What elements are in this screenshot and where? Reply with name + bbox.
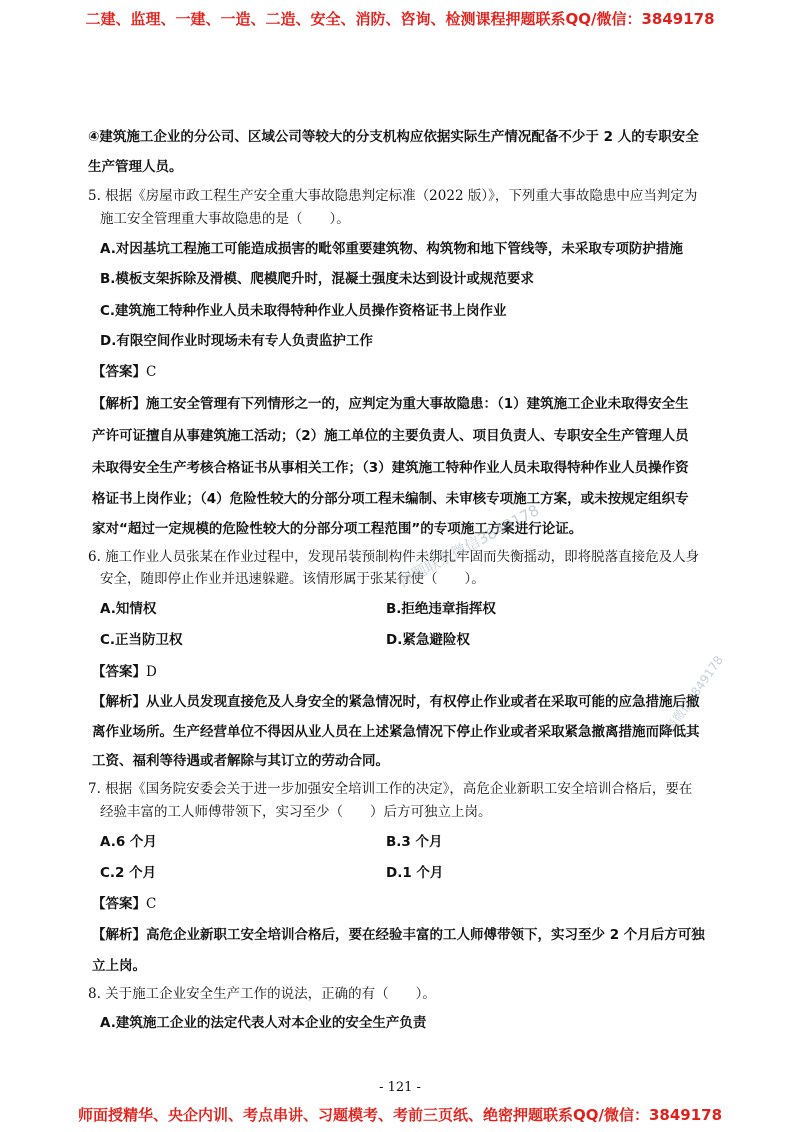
answer-tag: 【答案】 [92, 896, 146, 912]
q6-stem-line-1: 6. 施工作业人员张某在作业过程中，发现吊装预制构件未绑扎牢固而失衡摇动，即将脱落直接危及人身 [88, 549, 700, 565]
q6-stem-line-2: 安全，随即停止作业并迅速躲避。该情形属于张某行使（ ）。 [100, 571, 485, 587]
analysis-text: 高危企业新职工安全培训合格后，要在经验丰富的工人师傅带领下，实习至少 2 个月后方可独 [146, 927, 705, 943]
q8-option-a: A.建筑施工企业的法定代表人对本企业的安全生产负责 [100, 1015, 427, 1031]
q7-analysis-line-2: 立上岗。 [92, 958, 146, 974]
q5-option-d: D.有限空间作业时现场未有专人负责监护工作 [100, 333, 373, 349]
answer-tag: 【答案】 [92, 664, 146, 680]
analysis-text: 施工安全管理有下列情形之一的，应判定为重大事故隐患：（1）建筑施工企业未取得安全生 [146, 396, 689, 412]
q6-analysis-line-1 [92, 693, 700, 711]
q6-option-c: C.正当防卫权 [100, 632, 183, 648]
q5-analysis-line-5: 家对“超过一定规模的危险性较大的分部分项工程范围”的专项施工方案进行论证。 [92, 521, 583, 537]
q5-option-a: A.对因基坑工程施工可能造成损害的毗邻重要建筑物、构筑物和地下管线等，未采取专项防护措施 [100, 241, 683, 257]
q7-option-c: C.2 个月 [100, 865, 157, 881]
q7-answer [92, 895, 156, 913]
analysis-tag: 【解析】 [92, 694, 146, 710]
footer-banner: 师面授精华、央企内训、考点串讲、习题模考、考前三页纸、绝密押题联系QQ/微信：3849178 [77, 1106, 723, 1124]
q5-answer [92, 363, 156, 381]
analysis-tag: 【解析】 [92, 927, 146, 943]
q7-stem-line-1: 7. 根据《国务院安委会关于进一步加强安全培训工作的决定》，高危企业新职工安全培训合格后，要在 [88, 781, 693, 797]
q7-option-a: A.6 个月 [100, 834, 157, 850]
q5-analysis-line-1 [92, 395, 689, 413]
q7-stem-line-2: 经验丰富的工人师傅带领下，实习至少（ ）后方可独立上岗。 [100, 804, 492, 820]
q5-analysis-line-4: 格证书上岗作业；（4）危险性较大的分部分项工程未编制、未审核专项施工方案，或未按规定组织专 [92, 491, 689, 507]
continuation-line-2: 生产管理人员。 [88, 159, 183, 175]
watermark-text-diagonal: 一级微信3849178 [656, 653, 726, 745]
q6-option-b: B.拒绝违章指挥权 [386, 601, 496, 617]
q6-option-d: D.紧急避险权 [386, 632, 470, 648]
q6-analysis-line-2: 离作业场所。生产经营单位不得因从业人员在上述紧急情况下停止作业或者采取紧急撤离措施而降低其 [92, 724, 700, 740]
q7-option-b: B.3 个月 [386, 834, 443, 850]
answer-value: C [146, 896, 157, 912]
analysis-tag: 【解析】 [92, 396, 146, 412]
continuation-line-1: ④建筑施工企业的分公司、区域公司等较大的分支机构应依据实际生产情况配备不少于 2 人的专职安全 [88, 129, 699, 145]
q5-option-b: B.模板支架拆除及滑模、爬模爬升时，混凝土强度未达到设计或规范要求 [100, 271, 534, 287]
answer-value: D [146, 664, 157, 680]
header-banner: 二建、监理、一建、一造、二造、安全、消防、咨询、检测课程押题联系QQ/微信：3849178 [85, 10, 715, 28]
q6-analysis-line-3: 工资、福利等待遇或者解除与其订立的劳动合同。 [92, 753, 389, 769]
answer-tag: 【答案】 [92, 364, 146, 380]
q8-stem-line-1: 8. 关于施工企业安全生产工作的说法，正确的有（ ）。 [88, 986, 436, 1002]
q5-stem-line-1: 5. 根据《房屋市政工程生产安全重大事故隐患判定标准（2022 版）》，下列重大事故隐患中应当判定为 [88, 188, 698, 204]
q5-analysis-line-3: 未取得安全生产考核合格证书从事相关工作；（3）建筑施工特种作业人员未取得特种作业人员操作资 [92, 460, 689, 476]
q5-stem-line-2: 施工安全管理重大事故隐患的是（ ）。 [100, 211, 350, 227]
q5-analysis-line-2: 产许可证擅自从事建筑施工活动；（2）施工单位的主要负责人、项目负责人、专职安全生产管理人员 [92, 428, 689, 444]
q7-option-d: D.1 个月 [386, 865, 444, 881]
q6-answer [92, 663, 157, 681]
q5-option-c: C.建筑施工特种作业人员未取得特种作业人员操作资格证书上岗作业 [100, 303, 507, 319]
watermark-text: 押题联系微信3849178 [395, 501, 543, 591]
q6-option-a: A.知情权 [100, 601, 157, 617]
analysis-text: 从业人员发现直接危及人身安全的紧急情况时，有权停止作业或者在采取可能的应急措施后撤 [146, 694, 700, 710]
q7-analysis-line-1 [92, 926, 705, 944]
page-number: - 121 - [379, 1080, 421, 1095]
answer-value: C [146, 364, 157, 380]
